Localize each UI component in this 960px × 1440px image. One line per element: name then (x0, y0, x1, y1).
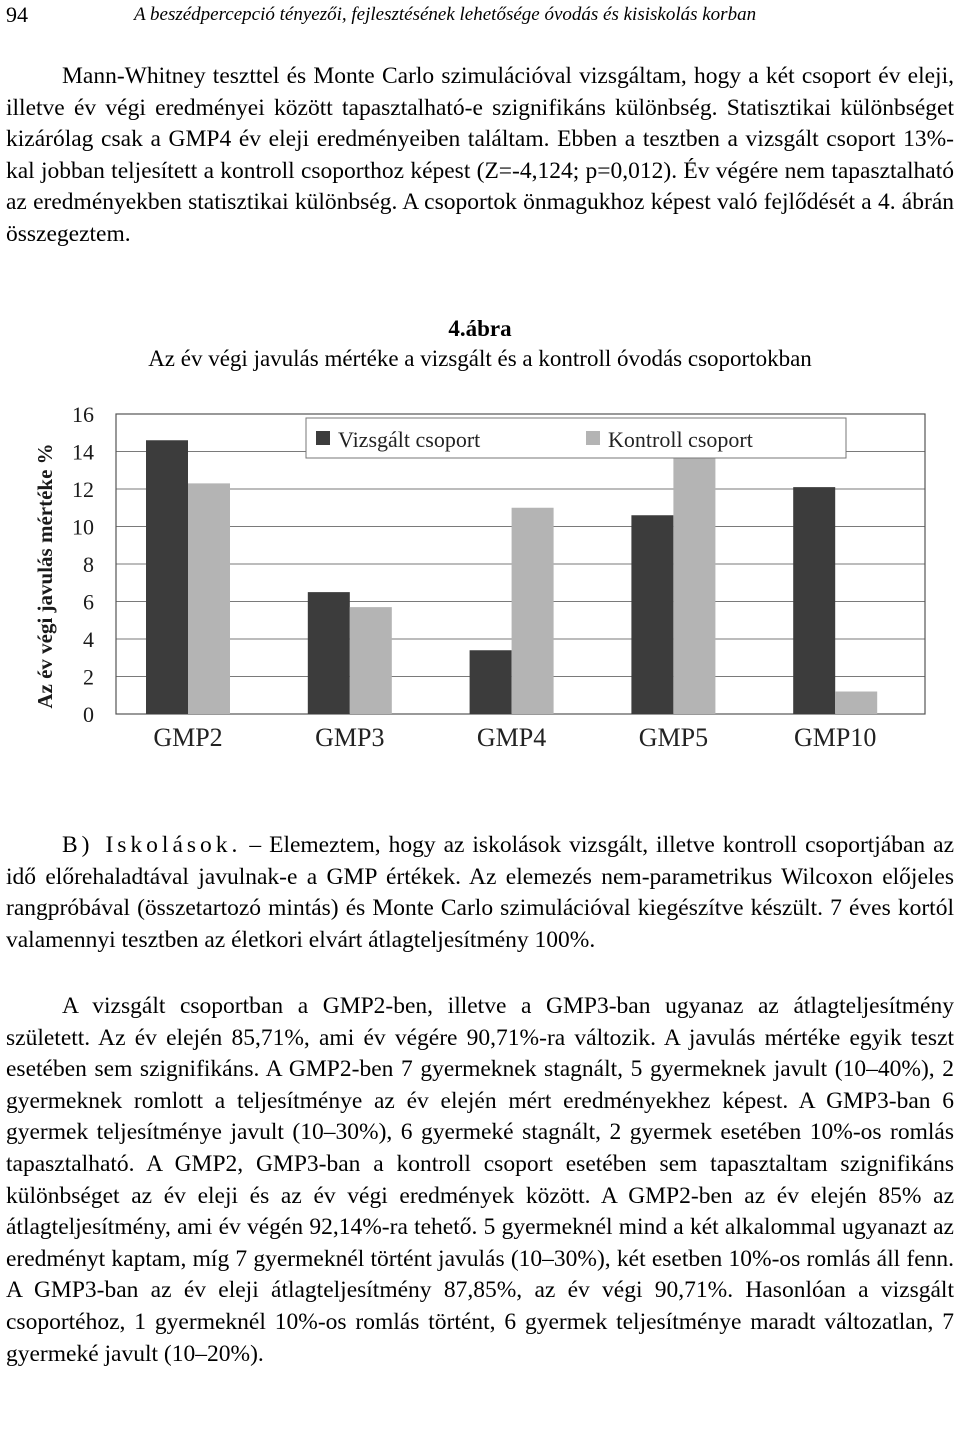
bar-gmp3-vizsgalt (308, 592, 350, 714)
results-paragraph: A vizsgált csoportban a GMP2-ben, illetve a GMP3-ban ugyanaz az átlagteljesítmény született. Az év elején 85,71%, ami év végére 90,71%-ra változik. A javulás mértéke egyik teszt esetében sem szignifikáns. A GMP2-ben 7 gyermeknek stagnált, 5 gyermeknek javult (10–40%), 2 gyermeknek romlott a teljesítménye az év elején mért eredményekhez képest. A GMP3-ban 6 gyermek teljesítménye javult (10–30%), 6 gyermeké stagnált, 2 gyermek esetében 10%-os romlás tapasztalható. A GMP2, GMP3-ban a kontroll csoport esetében sem tapasztaltam szignifikáns különbséget az év eleji és az év végi eredmények között. A GMP2-ben az év elején 85% az átlagteljesítmény, ami év végén 92,14%-ra tehető. 5 gyermeknél mind a két alkalommal ugyanazt az eredményt kaptam, míg 7 gyermeknél történt javulás (10–30%), két esetben 10%-os romlás áll fenn. A GMP3-ban az év eleji átlagteljesítmény 87,85%, az év végi 90,71%. Hasonlóan a vizsgált csoportéhoz, 1 gyermeknél 10%-os romlás történt, 6 gyermek teljesítménye maradt változatlan, 7 gyermeké javult (10–20%). (6, 993, 954, 1367)
bar-gmp2-kontroll (188, 483, 230, 714)
legend-swatch (586, 431, 600, 445)
x-tick-label: GMP10 (794, 723, 877, 752)
page-header (0, 0, 960, 40)
legend-swatch (316, 431, 330, 445)
y-tick-label: 12 (72, 477, 94, 502)
y-tick-label: 6 (83, 589, 94, 615)
y-tick-label: 10 (72, 514, 94, 540)
bar-gmp5-vizsgalt (631, 515, 673, 714)
x-tick-label: GMP4 (476, 723, 547, 752)
bar-chart (0, 390, 960, 790)
y-axis-label: Az év végi javulás mértéke % (33, 443, 57, 709)
bar-gmp10-kontroll (835, 692, 877, 715)
x-tick-label: GMP3 (315, 723, 385, 752)
y-tick-label: 0 (83, 702, 94, 727)
bar-gmp10-vizsgalt (793, 487, 835, 714)
section-b-text: – Elemeztem, hogy az iskolások vizsgált, illetve kontroll csoportjában az idő előrehaladtával javulnak-e a GMP értékek. Az elemezés nem-parametrikus Wilcoxon előjeles rangpróbával (összetartozó mintás) és Monte Carlo szimulációval kiegészítve készült. 7 éves kortól valamennyi tesztben az életkori elvárt átlagteljesítmény 100%. (6, 832, 955, 953)
y-tick-label: 2 (83, 664, 94, 690)
intro-paragraph: Mann-Whitney teszttel és Monte Carlo szimulációval vizsgáltam, hogy a két csoport év eleji, illetve év végi eredményei között tapasztalható-e szignifikáns különbség. Statisztikai különbséget kizárólag csak a GMP4 év eleji eredményeiben találtam. Ebben a tesztben a vizsgált csoport 13%-kal jobban teljesített a kontroll csoporthoz képest (Z=-4,124; p=0,012). Év végére nem tapasztalható az eredményekben statisztikai különbség. A csoportok önmagukhoz képest való fejlődését a 4. ábrán összegeztem. (6, 63, 954, 247)
bar-gmp3-kontroll (350, 607, 392, 714)
bar-gmp2-vizsgalt (146, 440, 188, 714)
x-tick-label: GMP2 (153, 723, 223, 752)
page-number: 94 (6, 2, 28, 27)
y-tick-label: 14 (72, 439, 94, 465)
legend-label: Kontroll csoport (608, 427, 753, 452)
figure-number: 4.ábra (448, 316, 512, 341)
figure-caption: Az év végi javulás mértéke a vizsgált és a kontroll óvodás csoportokban (148, 346, 812, 371)
y-tick-label: 8 (83, 552, 94, 577)
y-tick-label: 16 (72, 402, 94, 427)
bar-gmp4-vizsgalt (470, 650, 512, 714)
section-b-heading: B) Iskolások. (62, 832, 242, 858)
running-title: A beszédpercepció tényezői, fejlesztésének lehetősége óvodás és kisiskolás korban (134, 4, 757, 25)
bar-gmp5-kontroll (673, 452, 715, 715)
section-b-paragraph (6, 830, 954, 956)
y-tick-label: 4 (83, 627, 94, 652)
bar-gmp4-kontroll (512, 508, 554, 714)
legend-label: Vizsgált csoport (338, 427, 481, 452)
x-tick-label: GMP5 (638, 723, 709, 752)
